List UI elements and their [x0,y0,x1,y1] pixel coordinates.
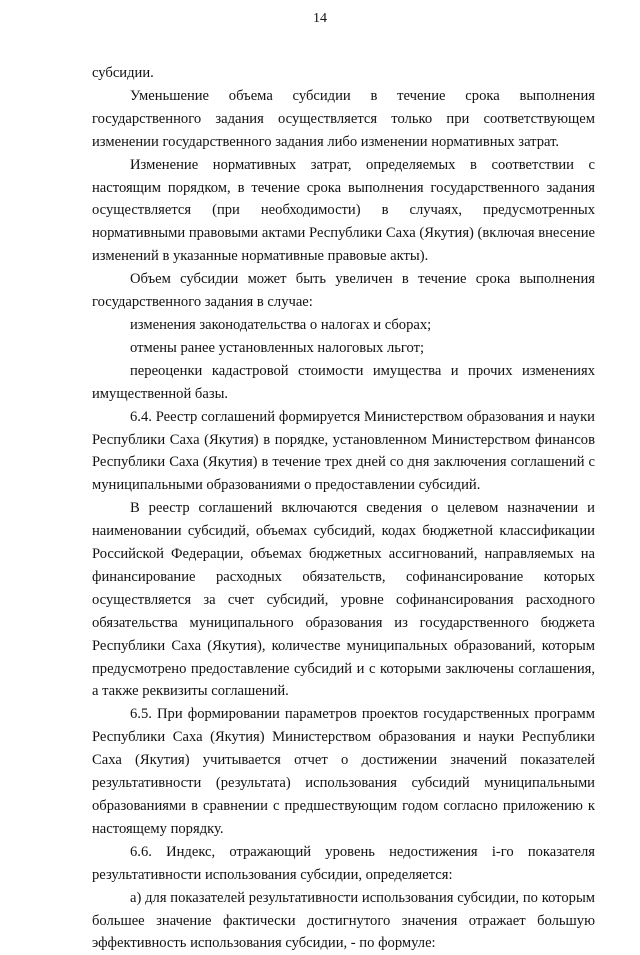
paragraph-subsidy-end: субсидии. [92,65,154,81]
list-item-tax-benefits-cancel: отмены ранее установленных налоговых льгот; [130,339,425,356]
paragraph-subsidy-increase: Объем субсидии может быть увеличен в течение срока выполнения государственного задания в случае: [92,271,595,311]
paragraph-registry-contents: В реестр соглашений включаются сведения о целевом назначении и наименовании субсидий, объемах субсидий, кодах бюджетной классификации Российской Федерации, объемах бюджетных ассигнований, направляемых на финансирование расходных обязательств, софинансирование которых осуществляется за счет субсидий, уровне софинансирования расходного обязательства муниципального образования из государственного бюджета Республики Саха (Якутия), количестве муниципальных образований, которым предусмотрено предоставление субсидий и с которыми заключены соглашения, а также реквизиты соглашений. [92,500,595,700]
list-item-cadastral-revaluation: переоценки кадастровой стоимости имущества и прочих изменениях имущественной базы. [92,362,595,402]
paragraph-section-6-6: 6.6. Индекс, отражающий уровень недостижения i-го показателя результативности использования субсидии, определяется: [92,843,595,883]
paragraph-formula-intro: а) для показателей результативности использования субсидии, по которым большее значение фактически достигнутого значения отражает большую эффективность использования субсидии, - по формуле: [92,889,595,952]
paragraph-section-6-5: 6.5. При формировании параметров проектов государственных программ Республики Саха (Якутия) Министерством образования и науки Республики Саха (Якутия) учитывается отчет о достижении значений показателей результативности (результата) использования субсидий муниципальными образованиями в сравнении с предшествующим годом согласно приложению к настоящему порядку. [92,706,595,837]
page-number: 14 [313,11,327,26]
document-body [92,62,595,955]
paragraph-subsidy-reduction: Уменьшение объема субсидии в течение срока выполнения государственного задания осуществляется только при соответствующем изменении государственного задания либо изменении нормативных затрат. [92,87,595,150]
paragraph-normative-costs-change: Изменение нормативных затрат, определяемых в соответствии с настоящим порядком, в течение срока выполнения государственного задания осуществляется (при необходимости) в случаях, предусмотренных нормативными правовыми актами Республики Саха (Якутия) (включая внесение изменений в указанные нормативные правовые акты). [92,156,595,265]
paragraph-section-6-4: 6.4. Реестр соглашений формируется Министерством образования и науки Республики Саха (Якутия) в порядке, установленном Министерством финансов Республики Саха (Якутия) в течение трех дней со дня заключения соглашений с муниципальными образованиями о предоставлении субсидий. [92,408,595,494]
list-item-tax-law-change: изменения законодательства о налогах и сборах; [130,316,432,333]
